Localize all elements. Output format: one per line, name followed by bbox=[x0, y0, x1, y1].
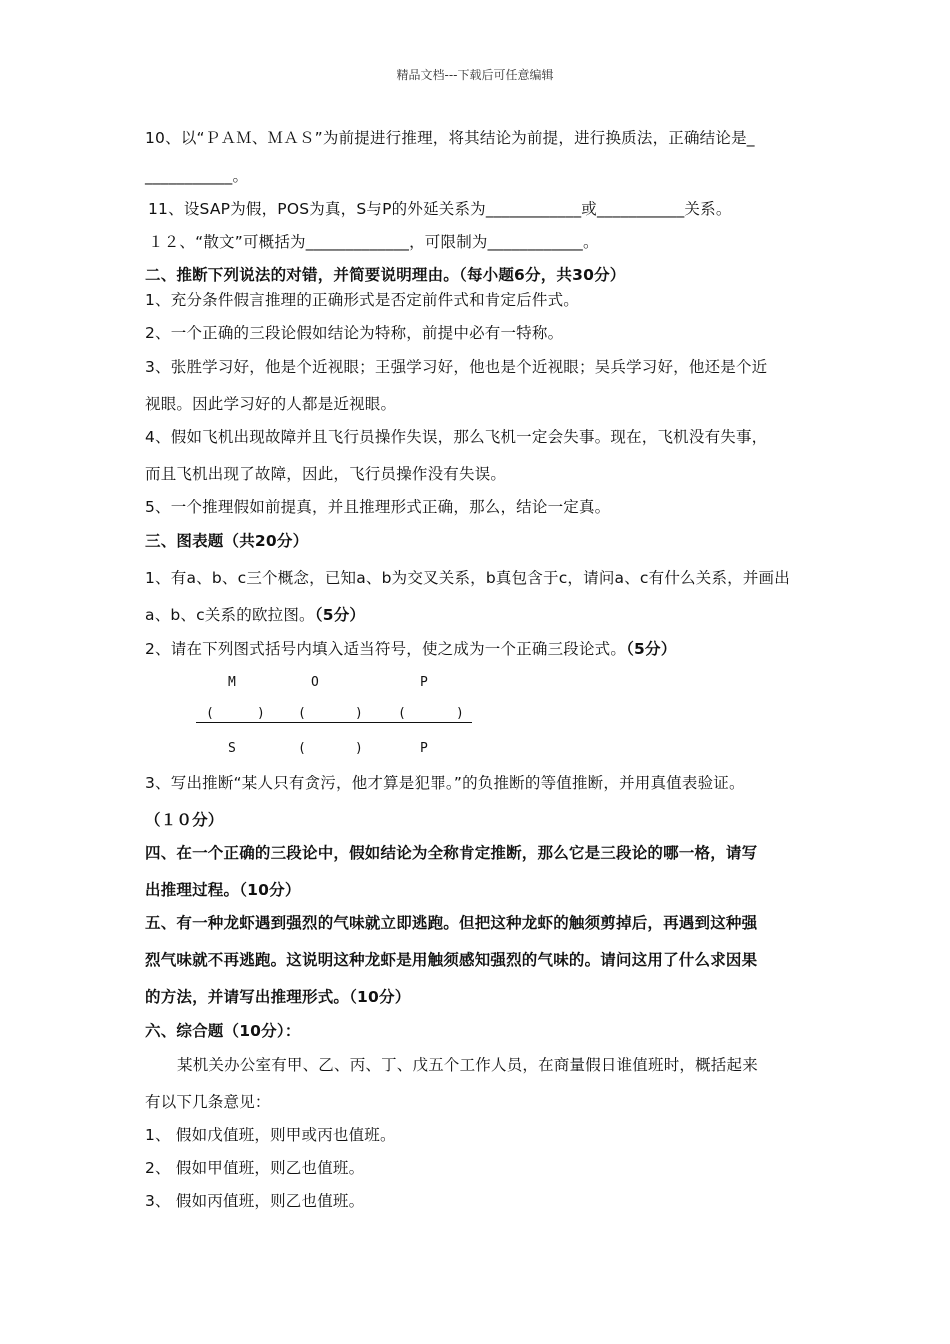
section-5-line-1: 五、有一种龙虾遇到强烈的气味就立即逃跑。但把这种龙虾的触须剪掉后，再遇到这种强 bbox=[145, 914, 758, 932]
question-12: １２、“散文”可概括为_____________，可限制为____________。 bbox=[148, 233, 599, 251]
page-header: 精品文档---下载后可任意编辑 bbox=[396, 68, 554, 82]
blank-4-close: ) bbox=[355, 741, 363, 756]
section-2-item-5: 5、一个推理假如前提真，并且推理形式正确，那么，结论一定真。 bbox=[145, 498, 611, 516]
section-6-heading: 六、综合题（10分）： bbox=[145, 1022, 301, 1040]
blank-4-open: ( bbox=[298, 741, 306, 756]
syllogism-term-O: O bbox=[311, 675, 319, 690]
section-2-item-2: 2、一个正确的三段论假如结论为特称，前提中必有一特称。 bbox=[145, 324, 564, 342]
blank-1-close: ) bbox=[257, 706, 265, 721]
syllogism-term-P-conclusion: P bbox=[420, 741, 428, 756]
section-3-item-3: 3、写出推断“某人只有贪污，他才算是犯罪。”的负推断的等值推断，并用真值表验证。 bbox=[145, 774, 745, 792]
section-2-item-3-line-1: 3、张胜学习好，他是个近视眼；王强学习好，他也是个近视眼；吴兵学习好，他还是个近 bbox=[145, 358, 768, 376]
section-3-item-1-text: a、b、c关系的欧拉图。 bbox=[145, 606, 315, 624]
blank-2-close: ) bbox=[355, 706, 363, 721]
syllogism-term-S: S bbox=[228, 741, 236, 756]
section-4-line-1: 四、在一个正确的三段论中，假如结论为全称肯定推断，那么它是三段论的哪一格，请写 bbox=[145, 844, 758, 862]
section-3-item-2-points: （5分） bbox=[626, 640, 677, 658]
section-2-item-4-line-1: 4、假如飞机出现故障并且飞行员操作失误，那么飞机一定会失事。现在，飞机没有失事， bbox=[145, 428, 768, 446]
section-3-heading: 三、图表题（共20分） bbox=[145, 532, 309, 550]
section-6-paragraph-line-1: 某机关办公室有甲、乙、丙、丁、戊五个工作人员，在商量假日谁值班时，概括起来 bbox=[177, 1056, 758, 1074]
blank-3-close: ) bbox=[456, 706, 464, 721]
section-3-item-1-line-1: 1、有a、b、c三个概念，已知a、b为交叉关系，b真包含于c，请问a、c有什么关系，并画出 bbox=[145, 569, 790, 587]
section-3-item-3-points: （１０分） bbox=[145, 811, 224, 829]
syllogism-term-P-major: P bbox=[420, 675, 428, 690]
section-6-paragraph-line-2: 有以下几条意见： bbox=[145, 1093, 271, 1111]
section-2-heading: 二、推断下列说法的对错，并简要说明理由。（每小题6分，共30分） bbox=[145, 266, 626, 284]
section-2-item-3-line-2: 视眼。因此学习好的人都是近视眼。 bbox=[145, 395, 397, 413]
section-6-item-1: 1、 假如戊值班，则甲或丙也值班。 bbox=[145, 1126, 396, 1144]
blank-3-open: ( bbox=[398, 706, 406, 721]
section-5-line-3: 的方法，并请写出推理形式。（10分） bbox=[145, 988, 411, 1006]
section-4-line-2: 出推理过程。（10分） bbox=[145, 881, 301, 899]
question-10-line-2: ___________。 bbox=[145, 167, 249, 185]
section-6-item-3: 3、 假如丙值班，则乙也值班。 bbox=[145, 1192, 365, 1210]
syllogism-rule-line bbox=[196, 722, 472, 723]
section-3-item-2 bbox=[145, 639, 676, 659]
question-10-line-1: 10、以“ＰＡＭ、ＭＡＳ”为前提进行推理，将其结论为前提，进行换质法，正确结论是_ bbox=[145, 129, 755, 147]
blank-2-open: ( bbox=[298, 706, 306, 721]
question-11: 11、设SAP为假，POS为真，S与P的外延关系为____________或___________关系。 bbox=[148, 200, 732, 218]
section-2-item-1: 1、充分条件假言推理的正确形式是否定前件式和肯定后件式。 bbox=[145, 291, 579, 309]
section-2-item-4-line-2: 而且飞机出现了故障，因此，飞行员操作没有失误。 bbox=[145, 465, 507, 483]
section-3-item-2-text: 2、请在下列图式括号内填入适当符号，使之成为一个正确三段论式。 bbox=[145, 640, 627, 658]
section-5-line-2: 烈气味就不再逃跑。这说明这种龙虾是用触须感知强烈的气味的。请问这用了什么求因果 bbox=[145, 951, 758, 969]
section-3-item-1-line-2 bbox=[145, 605, 365, 625]
syllogism-term-M: M bbox=[228, 675, 236, 690]
section-3-item-1-points: （5分） bbox=[314, 606, 366, 624]
blank-1-open: ( bbox=[206, 706, 214, 721]
section-6-item-2: 2、 假如甲值班，则乙也值班。 bbox=[145, 1159, 365, 1177]
